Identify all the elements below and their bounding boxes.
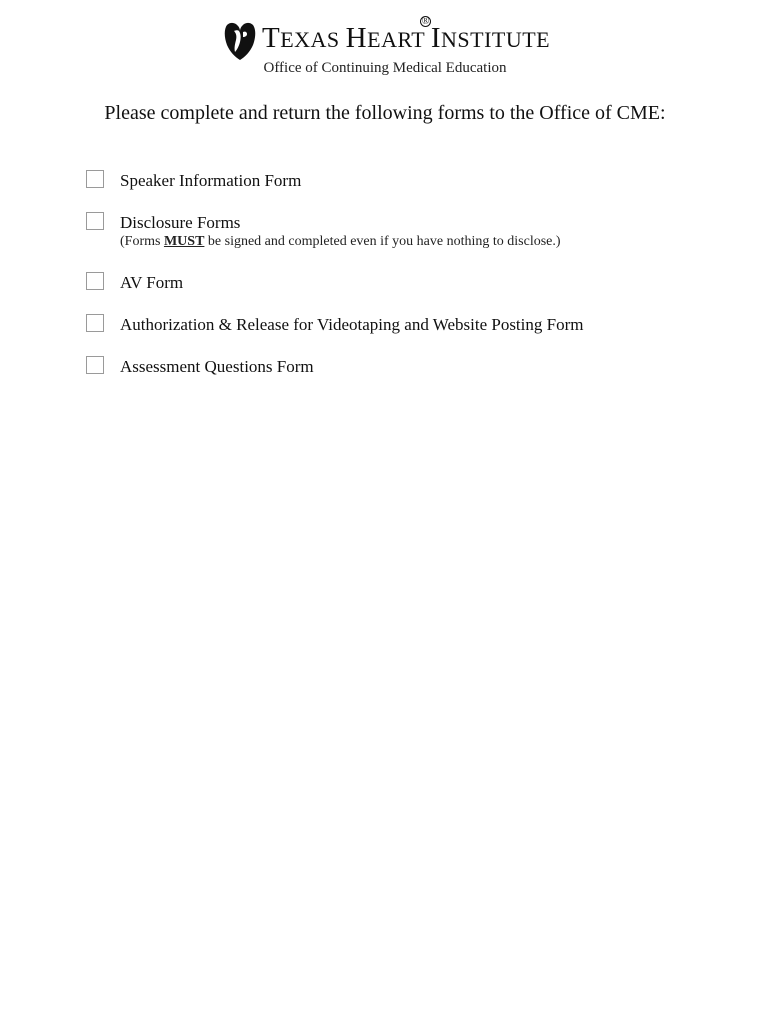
note-prefix: (Forms	[120, 234, 164, 249]
logo-initial-t: T	[262, 22, 281, 54]
heart-icon	[223, 21, 257, 61]
instructions-heading: Please complete and return the following forms to the Office of CME:	[104, 102, 666, 124]
logo-initial-h: H	[345, 22, 368, 54]
checkbox-authorization-release[interactable]	[86, 314, 104, 332]
checklist-label: AV Form	[120, 273, 184, 292]
checkbox-speaker-information[interactable]	[86, 170, 104, 188]
checklist-label: Authorization & Release for Videotaping and Website Posting Form	[120, 315, 584, 334]
logo-rest-exas: EXAS	[280, 27, 346, 52]
registered-mark: ®	[421, 16, 430, 27]
checklist-label: Speaker Information Form	[120, 171, 302, 190]
logo-rest-nstitute: NSTITUTE	[441, 27, 551, 52]
checkbox-assessment-questions[interactable]	[86, 356, 104, 374]
logo-rest-eart: EART	[367, 27, 425, 52]
note-emphasis: MUST	[163, 234, 205, 249]
logo-subtitle: Office of Continuing Medical Education	[263, 60, 507, 76]
header	[0, 18, 770, 88]
checklist-label: Disclosure Forms	[120, 213, 241, 232]
note-suffix: be signed and completed even if you have nothing to disclose.)	[204, 234, 561, 249]
checkbox-av-form[interactable]	[86, 272, 104, 290]
checkbox-disclosure-forms[interactable]	[86, 212, 104, 230]
disclosure-note	[120, 234, 561, 250]
logo-wordmark	[262, 18, 550, 60]
checklist-label: Assessment Questions Form	[120, 357, 314, 376]
logo-initial-i: I	[430, 22, 442, 54]
